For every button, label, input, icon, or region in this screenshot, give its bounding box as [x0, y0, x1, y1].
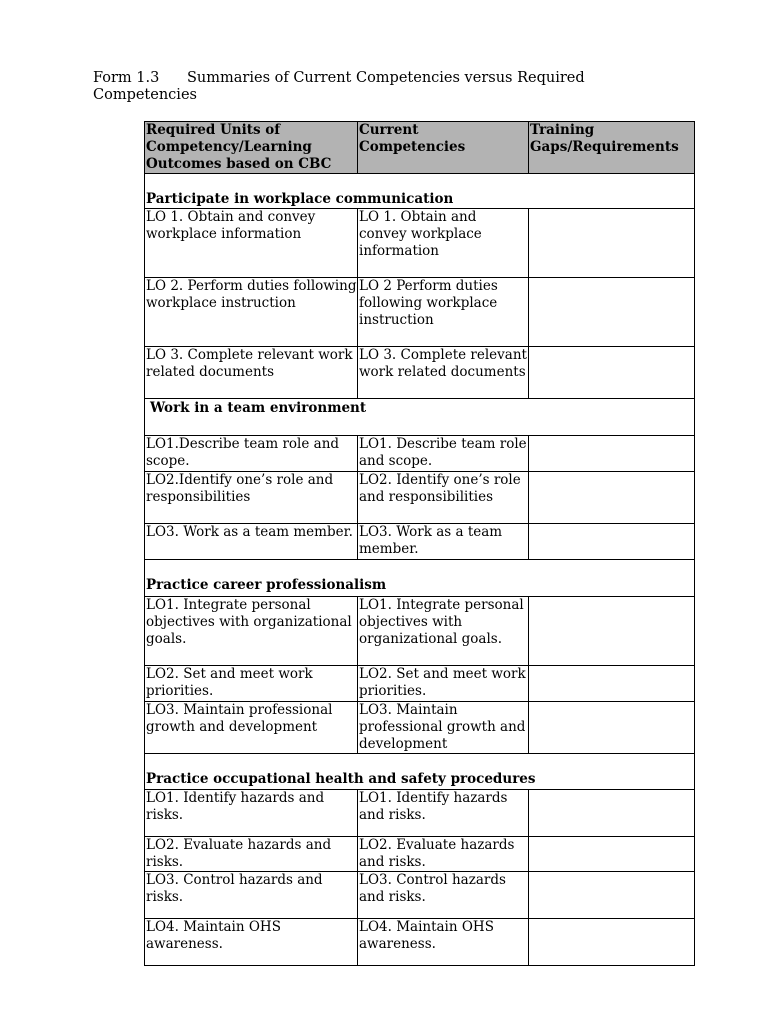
table-row: [145, 597, 695, 666]
gap-cell: [529, 872, 695, 919]
required-cell: LO3. Work as a team member.: [145, 524, 358, 560]
table-row: [145, 278, 695, 347]
current-cell: LO3. Control hazards and risks.: [358, 872, 529, 919]
header-current: Current Competencies: [358, 122, 529, 174]
header-gaps: Training Gaps/Requirements: [529, 122, 695, 174]
gap-cell: [529, 209, 695, 278]
table-row: [145, 790, 695, 837]
section-row: [145, 399, 695, 436]
required-cell: LO 1. Obtain and convey workplace information: [145, 209, 358, 278]
section-title: Practice career professionalism: [145, 560, 695, 597]
section-row: [145, 174, 695, 209]
table-row: [145, 209, 695, 278]
gap-cell: [529, 666, 695, 702]
gap-cell: [529, 919, 695, 966]
table-row: [145, 919, 695, 966]
section-title: Practice occupational health and safety procedures: [145, 754, 695, 790]
table-row: [145, 347, 695, 399]
current-cell: LO 3. Complete relevant work related documents: [358, 347, 529, 399]
current-cell: LO1. Integrate personal objectives with organizational goals.: [358, 597, 529, 666]
table-row: [145, 872, 695, 919]
table-row: [145, 524, 695, 560]
competency-table: [144, 121, 695, 966]
section-title: Work in a team environment: [145, 399, 695, 436]
form-title: Summaries of Current Competencies versus Required Competencies: [93, 70, 585, 103]
current-cell: LO4. Maintain OHS awareness.: [358, 919, 529, 966]
required-cell: LO1. Integrate personal objectives with organizational goals.: [145, 597, 358, 666]
required-cell: LO 3. Complete relevant work related documents: [145, 347, 358, 399]
gap-cell: [529, 472, 695, 524]
form-heading: [93, 70, 653, 104]
table-row: [145, 436, 695, 472]
required-cell: LO1. Identify hazards and risks.: [145, 790, 358, 837]
current-cell: LO2. Identify one’s role and responsibilities: [358, 472, 529, 524]
gap-cell: [529, 597, 695, 666]
section-row: [145, 754, 695, 790]
gap-cell: [529, 347, 695, 399]
table-row: [145, 702, 695, 754]
table-row: [145, 837, 695, 872]
current-cell: LO1. Identify hazards and risks.: [358, 790, 529, 837]
header-required: Required Units of Competency/Learning Outcomes based on CBC: [145, 122, 358, 174]
gap-cell: [529, 790, 695, 837]
current-cell: LO 1. Obtain and convey workplace information: [358, 209, 529, 278]
section-row: [145, 560, 695, 597]
gap-cell: [529, 524, 695, 560]
gap-cell: [529, 278, 695, 347]
current-cell: LO2. Set and meet work priorities.: [358, 666, 529, 702]
required-cell: LO3. Maintain professional growth and development: [145, 702, 358, 754]
required-cell: LO2.Identify one’s role and responsibilities: [145, 472, 358, 524]
header-row: [145, 122, 695, 174]
current-cell: LO 2 Perform duties following workplace instruction: [358, 278, 529, 347]
gap-cell: [529, 702, 695, 754]
required-cell: LO 2. Perform duties following workplace instruction: [145, 278, 358, 347]
table-row: [145, 666, 695, 702]
current-cell: LO3. Maintain professional growth and development: [358, 702, 529, 754]
current-cell: LO1. Describe team role and scope.: [358, 436, 529, 472]
section-title: Participate in workplace communication: [145, 174, 695, 209]
required-cell: LO3. Control hazards and risks.: [145, 872, 358, 919]
required-cell: LO1.Describe team role and scope.: [145, 436, 358, 472]
gap-cell: [529, 837, 695, 872]
table-row: [145, 472, 695, 524]
required-cell: LO4. Maintain OHS awareness.: [145, 919, 358, 966]
form-number: Form 1.3: [93, 70, 160, 86]
gap-cell: [529, 436, 695, 472]
required-cell: LO2. Evaluate hazards and risks.: [145, 837, 358, 872]
current-cell: LO2. Evaluate hazards and risks.: [358, 837, 529, 872]
current-cell: LO3. Work as a team member.: [358, 524, 529, 560]
required-cell: LO2. Set and meet work priorities.: [145, 666, 358, 702]
